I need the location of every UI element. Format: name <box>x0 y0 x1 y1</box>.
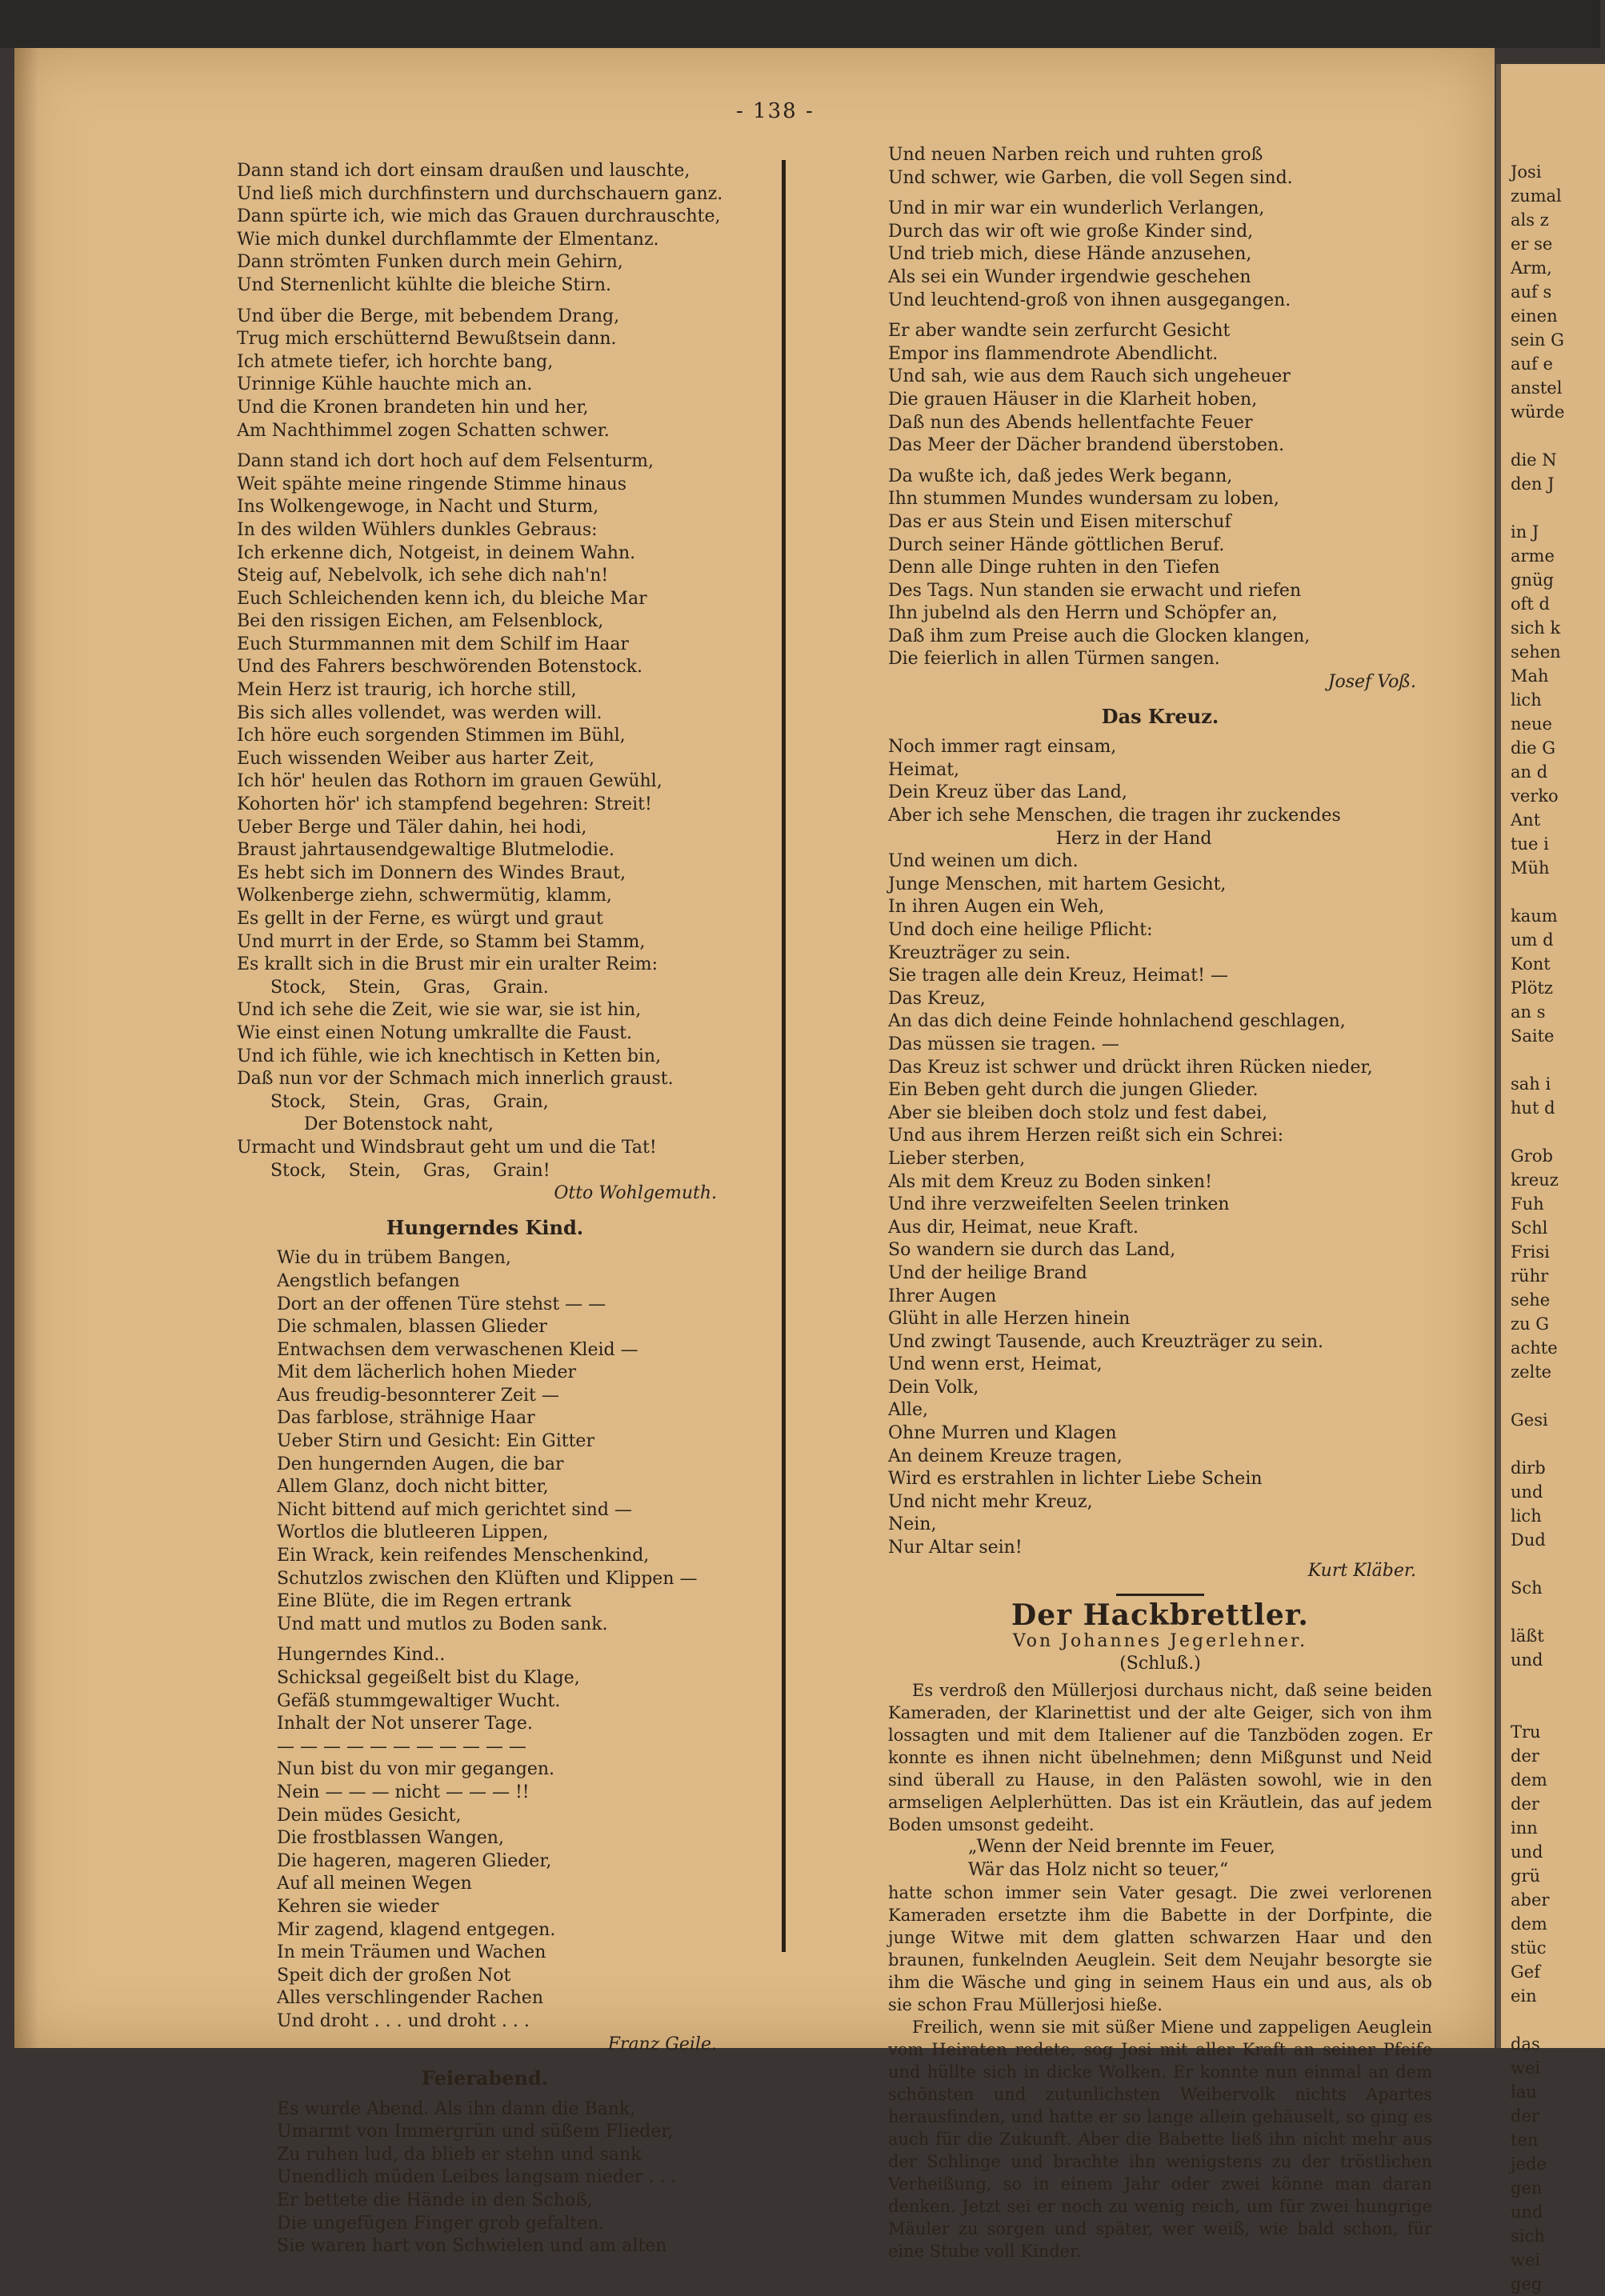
poem-line: Der Botenstock naht, <box>237 1114 494 1135</box>
next-page-fragment <box>1501 2008 1605 2032</box>
poem-line: Ich atmete tiefer, ich horchte bang, <box>237 351 554 372</box>
poem-line: Ein Beben geht durch die jungen Glieder. <box>888 1080 1259 1101</box>
poem-line: Dein müdes Gesicht, <box>277 1805 462 1826</box>
poem-3-continued <box>888 144 1432 671</box>
poem-line: Dein Kreuz über das Land, <box>888 782 1127 803</box>
next-page-fragment: einen <box>1511 306 1558 326</box>
next-page-fragment: Mah <box>1511 666 1549 686</box>
poem-line: Kohorten hör' ich stampfend begehren: Streit! <box>237 794 652 815</box>
poem-line: Stock, Stein, Gras, Grain, <box>237 1091 549 1112</box>
poem-line: Und matt und mutlos zu Boden sank. <box>277 1614 608 1634</box>
poem-line: Ich höre euch sorgenden Stimmen im Bühl, <box>237 726 626 746</box>
next-page-fragment: kaum <box>1511 906 1558 926</box>
left-column <box>237 160 733 2258</box>
poem-2-author: Franz Geile. <box>607 2034 717 2054</box>
poem-line: Entwachsen dem verwaschenen Kleid — <box>277 1339 638 1360</box>
next-page-fragment: Saite <box>1511 1026 1555 1046</box>
poem-line: Ihn stummen Mundes wundersam zu loben, <box>888 489 1279 510</box>
poem-3 <box>237 2098 733 2258</box>
next-page-fragment: Kont <box>1511 954 1551 974</box>
next-page-fragment: der <box>1511 1794 1539 1814</box>
poem-4 <box>888 736 1432 1559</box>
article-paragraph-1: Es verdroß den Müllerjosi durchaus nicht, daß seine beiden Kameraden, der Klarinettist und der alte Geiger, sich von ihm lossagten und mit dem Italiener auf die Tanzböden zogen. Er konnte es ihnen nicht übelnehmen; denn Mißgunst und Neid sind überall zu Hause, in den Palästen sowohl, wie in den armseligen Aelplerhütten. Das ist ein Kräutlein, das auf jedem Boden umsonst gedeiht. <box>888 1681 1432 1834</box>
poem-line: Und wenn erst, Heimat, <box>888 1354 1103 1375</box>
poem-line: Und murrt in der Erde, so Stamm bei Stamm, <box>237 931 646 952</box>
column-divider <box>782 160 786 1952</box>
poem-line: Die hageren, mageren Glieder, <box>277 1850 552 1871</box>
next-page-fragment: in J <box>1511 522 1539 542</box>
next-page-fragment: und <box>1511 2202 1543 2222</box>
next-page-fragment <box>1501 880 1605 904</box>
next-page-fragment: und <box>1511 1842 1543 1862</box>
next-page-fragment <box>1501 1696 1605 1720</box>
next-page-fragment: die G <box>1511 738 1556 758</box>
poem-line: Wie du in trübem Bangen, <box>277 1248 511 1269</box>
poem-line: Inhalt der Not unserer Tage. <box>277 1714 533 1734</box>
poem-line: Und über die Berge, mit bebendem Drang, <box>237 306 620 326</box>
article-note: (Schluß.) <box>1119 1654 1201 1674</box>
poem-line: In des wilden Wühlers dunkles Gebraus: <box>237 519 598 540</box>
poem-line: Mein Herz ist traurig, ich horche still, <box>237 680 577 701</box>
poem-line: Mir zagend, klagend entgegen. <box>277 1919 556 1940</box>
poem-line: Durch das wir oft wie große Kinder sind, <box>888 221 1254 242</box>
poem-line: Und nicht mehr Kreuz, <box>888 1491 1093 1512</box>
poem-line: Euch Sturmmannen mit dem Schilf im Haar <box>237 634 629 654</box>
poem-line <box>237 442 733 450</box>
page-gutter-shadow <box>14 48 38 2048</box>
poem-2 <box>237 1247 733 2033</box>
poem-line: Junge Menschen, mit hartem Gesicht, <box>888 874 1227 894</box>
poem-line: Ihn jubelnd als den Herrn und Schöpfer an, <box>888 603 1278 624</box>
poem-line: Eine Blüte, die im Regen ertrank <box>277 1591 571 1612</box>
poem-line: Urmacht und Windsbraut geht um und die Tat! <box>237 1137 657 1158</box>
section-rule <box>1116 1594 1204 1596</box>
poem-line: Ueber Stirn und Gesicht: Ein Gitter <box>277 1431 594 1452</box>
poem-line: Und droht . . . und droht . . . <box>277 2010 530 2031</box>
right-column <box>888 144 1432 2262</box>
scan-background <box>0 0 1600 48</box>
poem-line: Und aus ihrem Herzen reißt sich ein Schrei: <box>888 1126 1284 1146</box>
next-page-fragment: tue i <box>1511 834 1549 854</box>
next-page-fragment: Plötz <box>1511 978 1553 998</box>
poem-line: Noch immer ragt einsam, <box>888 737 1117 758</box>
poem-3-author: Josef Voß. <box>1327 672 1416 693</box>
next-page-fragment: an s <box>1511 1002 1546 1022</box>
poem-line: Euch wissenden Weiber aus harter Zeit, <box>237 748 595 769</box>
next-page-fragment: inn <box>1511 1818 1538 1838</box>
poem-line: Ich erkenne dich, Notgeist, in deinem Wahn. <box>237 542 636 563</box>
poem-line: Die ungefügen Finger grob gefalten. <box>277 2213 605 2234</box>
poem-line: Ich hör' heulen das Rothorn im grauen Gewühl, <box>237 771 662 792</box>
next-page-fragment: zu G <box>1511 1314 1550 1334</box>
poem-line <box>888 458 1432 466</box>
poem-line: Er bettete die Hände in den Schoß, <box>277 2190 593 2211</box>
next-page-fragment: gnüg <box>1511 570 1554 590</box>
next-page-fragment: den J <box>1511 474 1555 494</box>
next-page-fragment: Müh <box>1511 858 1550 878</box>
poem-line: Euch Schleichenden kenn ich, du bleiche Mar <box>237 588 647 609</box>
poem-line: Es hebt sich im Donnern des Windes Braut, <box>237 862 626 883</box>
next-page-fragment: als z <box>1511 210 1549 230</box>
poem-line: Und zwingt Tausende, auch Kreuzträger zu sein. <box>888 1331 1323 1352</box>
next-page-fragment <box>1501 496 1605 520</box>
poem-line: Wie mich dunkel durchflammte der Elmentanz. <box>237 229 659 250</box>
poem-line: Des Tags. Nun standen sie erwacht und riefen <box>888 580 1302 601</box>
poem-line: Braust jahrtausendgewaltige Blutmelodie. <box>237 840 614 861</box>
poem-line: Stock, Stein, Gras, Grain. <box>237 977 549 998</box>
poem-line: Mit dem lächerlich hohen Mieder <box>277 1362 577 1383</box>
poem-line <box>237 1636 733 1644</box>
next-page-fragment: dem <box>1511 1770 1547 1790</box>
poem-line: Da wußte ich, daß jedes Werk begann, <box>888 466 1233 486</box>
next-page-fragment: achte <box>1511 1338 1558 1358</box>
next-page-fragment: wei <box>1511 2250 1541 2270</box>
poem-line: Wortlos die blutleeren Lippen, <box>277 1522 549 1543</box>
poem-line: Und in mir war ein wunderlich Verlangen, <box>888 198 1265 219</box>
poem-line: Aber ich sehe Menschen, die tragen ihr zuckendes <box>888 806 1341 826</box>
poem-line: Schutzlos zwischen den Klüften und Klippen — <box>277 1568 698 1589</box>
poem-line: Kehren sie wieder <box>277 1896 439 1917</box>
poem-line: Alles verschlingender Rachen <box>277 1988 543 2009</box>
next-page-fragment: dirb <box>1511 1458 1546 1478</box>
poem-line: Die schmalen, blassen Glieder <box>277 1317 547 1338</box>
poem-line: Das müssen sie tragen. — <box>888 1034 1119 1054</box>
next-page-fragment <box>1501 1384 1605 1408</box>
poem-1-author: Otto Wohlgemuth. <box>554 1183 717 1204</box>
poem-line: Dort an der offenen Türe stehst — — <box>277 1294 606 1314</box>
poem-line: Daß nun des Abends hellentfachte Feuer <box>888 412 1253 433</box>
next-page-fragment: stüc <box>1511 1938 1547 1958</box>
poem-line: Glüht in alle Herzen hinein <box>888 1309 1131 1330</box>
next-page-fragment: an d <box>1511 762 1548 782</box>
next-page-fragment <box>1501 1120 1605 1144</box>
poem-line: Auf all meinen Wegen <box>277 1874 472 1894</box>
next-page-fragment: auf s <box>1511 282 1552 302</box>
next-page-fragment: läßt <box>1511 1626 1544 1646</box>
next-page-fragment: er se <box>1511 234 1553 254</box>
poem-line: Das Kreuz, <box>888 988 986 1009</box>
poem-line: Es wurde Abend. Als ihn dann die Bank, <box>277 2098 636 2119</box>
poem-line: Dann strömten Funken durch mein Gehirn, <box>237 252 623 273</box>
poem-line: Wie einst einen Notung umkrallte die Faust. <box>237 1022 633 1043</box>
poem-line: Alle, <box>888 1400 928 1421</box>
poem-line: Den hungernden Augen, die bar <box>277 1454 564 1474</box>
next-page-fragment: ein <box>1511 1986 1537 2006</box>
poem-line: Und des Fahrers beschwörenden Botenstock. <box>237 657 642 678</box>
next-page-fragment <box>1501 1672 1605 1696</box>
poem-line <box>888 190 1432 198</box>
next-page-fragment: lich <box>1511 1506 1542 1526</box>
poem-line: Herz in der Hand <box>888 828 1212 849</box>
next-page-fragment: und <box>1511 1482 1543 1502</box>
next-page-fragment: wei <box>1511 2058 1541 2078</box>
poem-line: Nur Altar sein! <box>888 1538 1023 1558</box>
article-byline: Von Johannes Jegerlehner. <box>1012 1630 1308 1651</box>
poem-line: In mein Träumen und Wachen <box>277 1942 546 1963</box>
next-page-fragment: sehen <box>1511 642 1561 662</box>
poem-line <box>888 312 1432 320</box>
next-page-fragment: Schl <box>1511 1218 1548 1238</box>
poem-line: Als mit dem Kreuz zu Boden sinken! <box>888 1171 1212 1192</box>
next-page-fragment <box>1501 1048 1605 1072</box>
next-page-fragment: sich k <box>1511 618 1561 638</box>
next-page-fragment <box>1501 1552 1605 1576</box>
poem-line: Als sei ein Wunder irgendwie geschehen <box>888 266 1251 287</box>
poem-line: Er aber wandte sein zerfurcht Gesicht <box>888 321 1231 342</box>
poem-line: Umarmt von Immergrün und süßem Flieder, <box>277 2122 674 2142</box>
poem-line: Und ließ mich durchfinstern und durchschauern ganz. <box>237 183 723 204</box>
next-page-fragment: Frisi <box>1511 1242 1550 1262</box>
next-page-fragment: zumal <box>1511 186 1562 206</box>
poem-4-author: Kurt Kläber. <box>1307 1560 1416 1581</box>
poem-line: Das er aus Stein und Eisen miterschuf <box>888 511 1231 532</box>
poem-line: Das Kreuz ist schwer und drückt ihren Rücken nieder, <box>888 1057 1373 1078</box>
article-paragraph-3: Freilich, wenn sie mit süßer Miene und zappeligen Aeuglein vom Heiraten redete, sog Josi mit aller Kraft an seiner Pfeife und hüllte sich in dicke Wolken. Er konnte nun einmal an dem schönsten und zutunlichsten Weibervolk nichts Apartes herausfinden, und hatte er so lange allein gehäuselt, so ging es auch für die Zukunft. Aber die Babette ließ ihn nicht mehr aus der Schlinge und brachte ihn wenigstens zu der tröstlichen Verheißung, so in einem Jahr oder zwei könne man daran denken. Jetzt sei er noch zu wenig reich, um für zwei hungrige Mäuler zu sorgen und später, wer weiß, wie bald schon, für eine Stube voll Kinder. <box>888 2018 1432 2262</box>
poem-line: Und leuchtend-groß von ihnen ausgegangen. <box>888 290 1291 310</box>
poem-line: Lieber sterben, <box>888 1148 1026 1169</box>
next-page-fragment: sein G <box>1511 330 1564 350</box>
next-page-fragment: der <box>1511 2106 1539 2126</box>
next-page-fragment: würde <box>1511 402 1565 422</box>
poem-line: Die feierlich in allen Türmen sangen. <box>888 649 1220 670</box>
poem-line <box>237 298 733 306</box>
poem-line: Nun bist du von mir gegangen. <box>277 1759 555 1780</box>
next-page-fragment: Dud <box>1511 1530 1546 1550</box>
poem-line: Weit spähte meine ringende Stimme hinaus <box>237 474 627 494</box>
poem-line: Wolkenberge ziehn, schwermütig, klamm, <box>237 886 612 906</box>
poem-line: Daß ihm zum Preise auch die Glocken klangen, <box>888 626 1311 646</box>
next-page-fragment: und <box>1511 1650 1543 1670</box>
page-number: - 138 - <box>736 99 815 123</box>
poem-line: Es gellt in der Ferne, es würgt und graut <box>237 909 603 929</box>
poem-line: Und sah, wie aus dem Rauch sich ungeheuer <box>888 366 1291 387</box>
poem-line: Trug mich erschütternd Bewußtsein dann. <box>237 329 617 350</box>
poem-line: Und schwer, wie Garben, die voll Segen sind. <box>888 167 1293 188</box>
poem-line: Aber sie bleiben doch stolz und fest dabei, <box>888 1102 1268 1123</box>
poem-line: Ihrer Augen <box>888 1286 997 1306</box>
poem-line: Am Nachthimmel zogen Schatten schwer. <box>237 420 610 441</box>
next-page-fragment: gen <box>1511 2178 1543 2198</box>
poem-line: Bis sich alles vollendet, was werden will. <box>237 702 602 723</box>
poem-line: Die frostblassen Wangen, <box>277 1828 504 1849</box>
poem-line: Nein, <box>888 1514 937 1535</box>
poem-line: Heimat, <box>888 759 960 780</box>
next-page-fragment: verko <box>1511 786 1559 806</box>
poem-line: Und trieb mich, diese Hände anzusehen, <box>888 244 1252 265</box>
poem-line: Wird es erstrahlen in lichter Liebe Schein <box>888 1469 1263 1490</box>
poem-line: Und neuen Narben reich und ruhten groß <box>888 145 1263 165</box>
next-page-fragment: der <box>1511 1746 1539 1766</box>
next-page-fragment: grü <box>1511 1866 1541 1886</box>
poem-line: Zu ruhen lud, da blieb er stehn und sank <box>277 2144 642 2165</box>
article-quote-line-1: „Wenn der Neid brennte im Feuer, <box>968 1837 1275 1857</box>
next-page-edge <box>1496 64 1605 2294</box>
poem-line: Bei den rissigen Eichen, am Felsenblock, <box>237 611 604 632</box>
poem-line: Dann stand ich dort einsam draußen und lauschte, <box>237 161 690 181</box>
poem-line: Und doch eine heilige Pflicht: <box>888 920 1153 940</box>
next-page-fragment: Ant <box>1511 810 1541 830</box>
poem-line: In ihren Augen ein Weh, <box>888 897 1105 918</box>
poem-line: Und ich fühle, wie ich knechtisch in Ketten bin, <box>237 1046 662 1066</box>
poem-line: Durch seiner Hände göttlichen Beruf. <box>888 534 1225 555</box>
poem-line: Sie waren hart von Schwielen und am alten <box>277 2236 667 2257</box>
poem-line: Es krallt sich in die Brust mir ein uralter Reim: <box>237 954 658 975</box>
next-page-fragment: sehe <box>1511 1290 1551 1310</box>
poem-line: Denn alle Dinge ruhten in den Tiefen <box>888 558 1220 578</box>
next-page-fragment: oft d <box>1511 594 1550 614</box>
poem-1 <box>237 160 733 1182</box>
next-page-fragment <box>1501 1600 1605 1624</box>
poem-line: Das farblose, strähnige Haar <box>277 1408 535 1429</box>
next-page-fragment: zelte <box>1511 1362 1552 1382</box>
next-page-fragment: Grob <box>1511 1146 1553 1166</box>
poem-4-title: Das Kreuz. <box>1101 704 1219 728</box>
poem-line: Ein Wrack, kein reifendes Menschenkind, <box>277 1546 650 1566</box>
poem-line: Hungerndes Kind.. <box>277 1645 446 1666</box>
next-page-fragment: Josi <box>1511 162 1542 182</box>
next-page-fragment: Tru <box>1511 1722 1541 1742</box>
next-page-fragment: das <box>1511 2034 1540 2054</box>
poem-line: Nein — — — nicht — — — !! <box>277 1782 530 1802</box>
poem-3-title: Feierabend. <box>421 2066 549 2090</box>
poem-line: Empor ins flammendrote Abendlicht. <box>888 343 1219 364</box>
poem-line: Und der heilige Brand <box>888 1262 1087 1283</box>
poem-line: Ins Wolkengewoge, in Nacht und Sturm, <box>237 497 599 518</box>
article-paragraph-2: hatte schon immer sein Vater gesagt. Die zwei verlorenen Kameraden ersetzte ihm die Babette in der Dorfpinte, die junge Witwe mit dem glatten schwarzen Haar und den braunen, funkelnden Aeuglein. Seit dem Neujahr besorgte sie ihm die Wäsche und ging in seinem Haus ein und aus, als ob sie schon Frau Müllerjosi hieße. <box>888 1883 1432 2015</box>
article-title: Der Hackbrettler. <box>1011 1598 1309 1633</box>
poem-line: Aengstlich befangen <box>277 1270 460 1291</box>
poem-line: Schicksal gegeißelt bist du Klage, <box>277 1668 580 1688</box>
poem-line: Unendlich müden Leibes langsam nieder . . . <box>277 2167 677 2188</box>
poem-line: Und Sternenlicht kühlte die bleiche Stirn. <box>237 274 611 295</box>
poem-line: Dann stand ich dort hoch auf dem Felsenturm, <box>237 451 654 472</box>
poem-line: Das Meer der Dächer brandend überstoben. <box>888 435 1285 456</box>
poem-line: — — — — — — — — — — — <box>277 1736 526 1757</box>
poem-line: Und ich sehe die Zeit, wie sie war, sie ist hin, <box>237 1000 642 1021</box>
next-page-fragment: hut d <box>1511 1098 1555 1118</box>
poem-line: Ueber Berge und Täler dahin, hei hodi, <box>237 817 587 838</box>
next-page-fragment: aber <box>1511 1890 1550 1910</box>
poem-line: Sie tragen alle dein Kreuz, Heimat! — <box>888 966 1228 986</box>
next-page-fragments <box>1501 64 1605 2296</box>
next-page-fragment: Sch <box>1511 1578 1543 1598</box>
next-page-fragment <box>1501 1432 1605 1456</box>
next-page-fragment: Arm, <box>1511 258 1552 278</box>
next-page-fragment: Gef <box>1511 1962 1540 1982</box>
next-page-fragment: die N <box>1511 450 1557 470</box>
next-page-fragment: lich <box>1511 690 1542 710</box>
poem-line: Und weinen um dich. <box>888 851 1079 872</box>
poem-line: Dein Volk, <box>888 1377 979 1398</box>
poem-line: Die grauen Häuser in die Klarheit hoben, <box>888 389 1258 410</box>
next-page-fragment: kreuz <box>1511 1170 1559 1190</box>
next-page-fragment: Gesi <box>1511 1410 1548 1430</box>
poem-line: So wandern sie durch das Land, <box>888 1240 1176 1261</box>
next-page-fragment: neue <box>1511 714 1552 734</box>
next-page-fragment: lau <box>1511 2082 1537 2102</box>
next-page-fragment: ten <box>1511 2130 1539 2150</box>
next-page-fragment: sah i <box>1511 1074 1551 1094</box>
next-page-fragment: sich <box>1511 2226 1545 2246</box>
next-page-fragment: jede <box>1511 2154 1547 2174</box>
poem-line: Gefäß stummgewaltiger Wucht. <box>277 1690 561 1711</box>
next-page-fragment: um d <box>1511 930 1554 950</box>
poem-line: Kreuzträger zu sein. <box>888 942 1071 963</box>
poem-line: Daß nun vor der Schmach mich innerlich graust. <box>237 1069 674 1090</box>
poem-line: Speit dich der großen Not <box>277 1965 511 1986</box>
poem-line: An das dich deine Feinde hohnlachend geschlagen, <box>888 1011 1346 1032</box>
article-quote-line-2: Wär das Holz nicht so teuer,“ <box>968 1859 1229 1880</box>
next-page-fragment: geg <box>1511 2274 1543 2294</box>
poem-line: Allem Glanz, doch nicht bitter, <box>277 1477 549 1498</box>
poem-line: Ohne Murren und Klagen <box>888 1423 1117 1444</box>
poem-line: Dann spürte ich, wie mich das Grauen durchrauschte, <box>237 206 721 227</box>
next-page-fragment: dem <box>1511 1914 1547 1934</box>
poem-line: An deinem Kreuze tragen, <box>888 1446 1123 1466</box>
poem-line: Nicht bittend auf mich gerichtet sind — <box>277 1499 632 1520</box>
next-page-fragment: anstel <box>1511 378 1563 398</box>
poem-line: Urinnige Kühle hauchte mich an. <box>237 374 533 395</box>
next-page-fragment: arme <box>1511 546 1555 566</box>
poem-line: Stock, Stein, Gras, Grain! <box>237 1160 550 1181</box>
poem-line: Und die Kronen brandeten hin und her, <box>237 397 589 418</box>
poem-line: Und ihre verzweifelten Seelen trinken <box>888 1194 1230 1215</box>
next-page-fragment: Fuh <box>1511 1194 1544 1214</box>
next-page-fragment <box>1501 424 1605 448</box>
next-page-fragment: auf e <box>1511 354 1553 374</box>
next-page-fragment: rühr <box>1511 1266 1549 1286</box>
poem-line: Steig auf, Nebelvolk, ich sehe dich nah'n! <box>237 566 609 586</box>
poem-2-title: Hungerndes Kind. <box>386 1215 584 1239</box>
poem-line: Aus dir, Heimat, neue Kraft. <box>888 1217 1139 1238</box>
poem-line: Aus freudig-besonnterer Zeit — <box>277 1385 559 1406</box>
